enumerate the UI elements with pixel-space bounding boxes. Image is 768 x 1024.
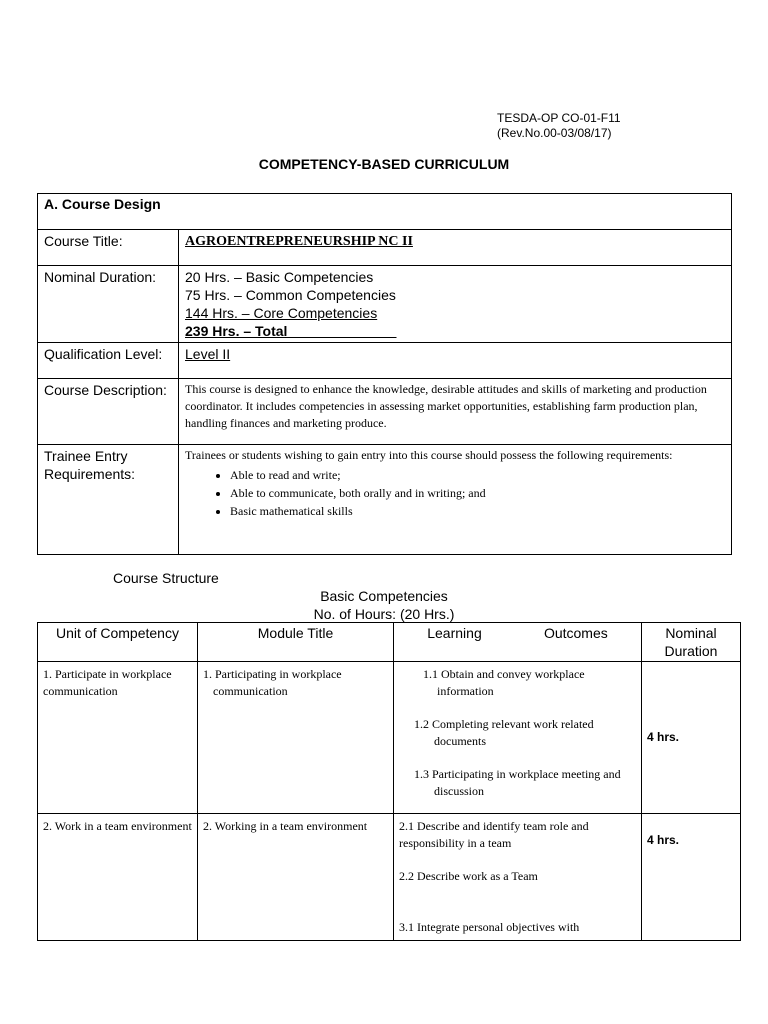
document-code: TESDA-OP CO-01-F11	[497, 111, 621, 125]
module-title: 2. Working in a team environment	[198, 814, 394, 941]
course-title-label: Course Title:	[38, 230, 179, 266]
learning-outcomes	[394, 662, 642, 814]
qualification-level-cell	[179, 343, 732, 379]
competency-table	[37, 622, 741, 941]
course-design-table	[37, 193, 732, 555]
document-reference	[497, 111, 621, 141]
document-title: COMPETENCY-BASED CURRICULUM	[258, 156, 510, 172]
outcome-item: 2.1 Describe and identify team role and responsibility in a team	[399, 819, 589, 850]
basic-competencies-title: Basic Competencies	[320, 588, 448, 604]
outcome-item: 1.2 Completing relevant work related documents	[414, 717, 594, 748]
qualification-level: Level II	[185, 346, 231, 362]
course-structure-label: Course Structure	[113, 570, 219, 586]
list-item: • Basic mathematical skills	[230, 502, 725, 520]
course-design-heading: A. Course Design	[38, 194, 732, 230]
list-item: • Able to communicate, both orally and in writing; and	[230, 484, 725, 502]
header-module-title: Module Title	[198, 623, 394, 662]
module-title-text: 1. Participating in workplace communication	[203, 667, 342, 698]
nominal-duration: 4 hrs.	[642, 814, 741, 941]
basic-competencies-heading	[0, 587, 768, 623]
nominal-duration: 4 hrs.	[642, 662, 741, 814]
table-row	[38, 814, 741, 941]
nominal-duration-list	[179, 266, 732, 343]
unit-of-competency: 2. Work in a team environment	[38, 814, 198, 941]
course-description-label: Course Description:	[38, 379, 179, 445]
course-description: This course is designed to enhance the knowledge, desirable attitudes and skills of marketing and production coordinator. It includes competencies in assessing market opportunities, establishing farm production plan, handling finances and marketing produce.	[179, 379, 732, 445]
outcome-item: 3.1 Integrate personal objectives with	[399, 920, 580, 934]
duration-core: 144 Hrs. – Core Competencies	[185, 305, 378, 321]
header-learning-outcomes: Learning Outcomes	[394, 623, 642, 662]
duration-total: 239 Hrs. – Total______________	[185, 323, 397, 339]
outcome-item: 2.2 Describe work as a Team	[399, 869, 538, 883]
duration-basic: 20 Hrs. – Basic Competencies	[185, 269, 374, 285]
document-revision: (Rev.No.00-03/08/17)	[497, 126, 612, 140]
outcome-item: 1.1 Obtain and convey workplace information	[423, 667, 585, 698]
entry-requirements-intro: Trainees or students wishing to gain entry into this course should possess the following requirements:	[185, 448, 673, 462]
entry-requirements-label: Trainee Entry Requirements:	[38, 445, 179, 555]
entry-requirements-cell	[179, 445, 732, 555]
list-item: • Able to read and write;	[230, 466, 725, 484]
course-title-cell	[179, 230, 732, 266]
duration-common: 75 Hrs. – Common Competencies	[185, 287, 396, 303]
nominal-duration-label: Nominal Duration:	[38, 266, 179, 343]
qualification-level-label: Qualification Level:	[38, 343, 179, 379]
course-title: AGROENTREPRENEURSHIP NC II	[185, 234, 413, 249]
outcome-item: 1.3 Participating in workplace meeting and discussion	[414, 767, 621, 798]
header-unit-of-competency: Unit of Competency	[38, 623, 198, 662]
unit-of-competency: 1. Participate in workplace communication	[38, 662, 198, 814]
module-title	[198, 662, 394, 814]
entry-requirements-list	[185, 466, 725, 520]
basic-competencies-hours: No. of Hours: (20 Hrs.)	[313, 606, 455, 622]
header-nominal-duration: Nominal Duration	[642, 623, 741, 662]
learning-outcomes	[394, 814, 642, 941]
table-row	[38, 662, 741, 814]
